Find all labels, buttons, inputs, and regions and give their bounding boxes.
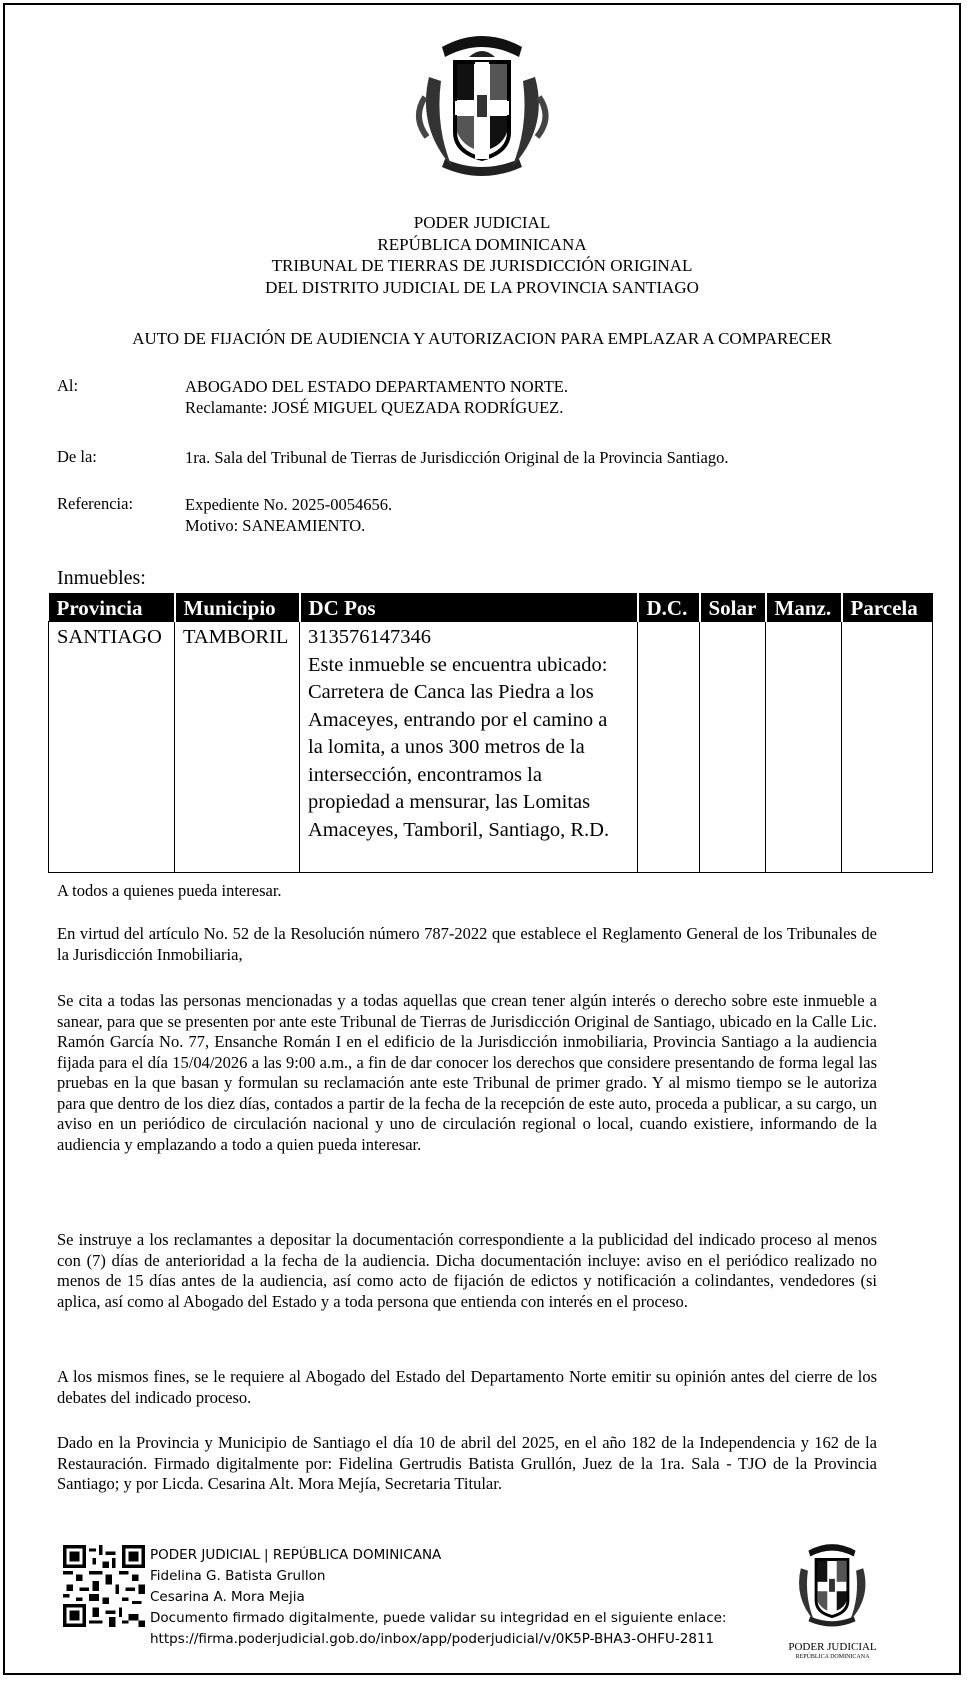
from-value: 1ra. Sala del Tribunal de Tierras de Jurisdicción Original de la Provincia Santiago. [185,448,729,467]
footer-signer: Fidelina G. Batista Grullon [150,1568,326,1584]
footer-signer: Cesarina A. Mora Mejia [150,1589,305,1605]
footer-logo-caption [760,1642,905,1662]
column-header: Solar [700,593,766,622]
coat-of-arms-icon [407,17,557,187]
table-header-row [49,593,933,622]
requirement-paragraph: A los mismos fines, se le requiere al Abogado del Estado del Departamento Norte emitir su opinión antes del cierre de los debates del indicado proceso. [57,1367,877,1407]
footer-note: Documento firmado digitalmente, puede validar su integridad en el siguiente enlace: [150,1610,727,1626]
signature-paragraph: Dado en la Provincia y Municipio de Santiago el día 10 de abril del 2025, en el año 182 de la Independencia y 162 de la Restauración. Firmado digitalmente por: Fidelina Gertrudis Batista Grullón, Juez de la 1ra. Sala - TJO de la Provincia Santiago; y por Licda. Cesarina Alt. Mora Mejía, Secretaria Titular. [57,1433,877,1493]
reference-label: Referencia: [57,494,134,513]
properties-table [48,593,933,873]
manzana-cell [766,622,842,873]
header-line: TRIBUNAL DE TIERRAS DE JURISDICCIÓN ORIGINAL [271,256,693,275]
column-header: Provincia [49,593,175,622]
reference-line: Expediente No. 2025-0054656. [185,495,393,514]
description-line: Amaceyes, Tamboril, Santiago, R.D. [308,818,610,841]
municipality-cell: TAMBORIL [175,622,300,873]
description-line: Este inmueble se encuentra ubicado: [308,653,608,676]
greeting-paragraph: A todos a quienes pueda interesar. [57,881,282,900]
column-header: DC Pos [300,593,638,622]
header-line: PODER JUDICIAL [413,213,551,232]
description-line: intersección, encontramos la [308,763,542,786]
to-value [185,376,568,418]
province-cell: SANTIAGO [49,622,175,873]
parcela-cell [842,622,933,873]
description-line: propiedad a mensurar, las Lomitas [308,791,591,813]
verification-link[interactable]: https://firma.poderjudicial.gob.do/inbox/app/poderjudicial/v/0K5P-BHA3-OHFU-2811 [150,1631,715,1647]
header-line: DEL DISTRITO JUDICIAL DE LA PROVINCIA SANTIAGO [265,277,699,297]
location-description [308,652,637,845]
digital-signature-block [150,1545,726,1650]
logo-caption-line: REPÚBLICA DOMINICANA [795,1654,870,1660]
table-row [49,622,933,873]
document-page [3,3,961,1675]
to-line: ABOGADO DEL ESTADO DEPARTAMENTO NORTE. [185,377,568,396]
dc-cell [638,622,700,873]
legal-basis-paragraph: En virtud del artículo No. 52 de la Resolución número 787-2022 que establece el Reglamento General de los Tribunales de la Jurisdicción Inmobiliaria, [57,924,877,964]
dc-pos-cell [300,622,638,873]
qr-code-icon [63,1545,145,1627]
footer-org: PODER JUDICIAL | REPÚBLICA DOMINICANA [150,1547,442,1563]
court-header [5,212,959,298]
reference-line: Motivo: SANEAMIENTO. [185,516,366,535]
document-title: AUTO DE FIJACIÓN DE AUDIENCIA Y AUTORIZACION PARA EMPLAZAR A COMPARECER [132,329,832,348]
summons-paragraph: Se cita a todas las personas mencionadas y a todas aquellas que crean tener algún interés o derecho sobre este inmueble a sanear, para que se presenten por ante este Tribunal de Tierras de Jurisdicción Original de Santiago, ubicado en la Calle Lic. Ramón García No. 77, Ensanche Román I en el edificio de la Jurisdicción inmobiliaria, Provincia Santiago a la audiencia fijada para el día 15/04/2026 a las 9:00 a.m., a fin de dar conocer los derechos que considere presentando de forma legal las pruebas en la que basan y formulan su reclamación ante este Tribunal de primer grado. Y al mismo tiempo se le autoriza para que dentro de los diez días, contados a partir de la fecha de la recepción de este auto, proceda a publicar, a su cargo, un aviso en un periódico de circulación nacional y uno de circulación regional o local, cuando existiere, informando de la audiencia y emplazando a todo a quien pueda interesar. [57,991,877,1154]
solar-cell [700,622,766,873]
instructions-paragraph: Se instruye a los reclamantes a depositar la documentación correspondiente a la publicidad del indicado proceso al menos con (7) días de anterioridad a la fecha de la audiencia. Dicha documentación incluye: aviso en el periódico realizado no menos de 15 días antes de la audiencia, así como acto de fijación de edictos y notificación a colindantes, vendedores (si aplica, así como al Abogado del Estado y a toda persona que entienda con interés en el proceso. [57,1230,877,1311]
dc-pos-number: 313576147346 [308,626,431,648]
column-header: Manz. [766,593,842,622]
column-header: Parcela [842,593,933,622]
reference-value [185,494,392,536]
column-header: D.C. [638,593,700,622]
description-line: la lomita, a unos 300 metros de la [308,736,585,758]
header-line: REPÚBLICA DOMINICANA [377,234,587,254]
properties-label: Inmuebles: [57,567,146,589]
to-label: Al: [57,376,79,395]
logo-caption-line: PODER JUDICIAL [788,1641,877,1653]
description-line: Amaceyes, entrando por el camino a [308,708,608,731]
to-line: Reclamante: JOSÉ MIGUEL QUEZADA RODRÍGUEZ. [185,398,564,417]
column-header: Municipio [175,593,300,622]
description-line: Carretera de Canca las Piedra a los [308,681,594,703]
from-label: De la: [57,447,97,466]
coat-of-arms-icon [787,1533,877,1633]
